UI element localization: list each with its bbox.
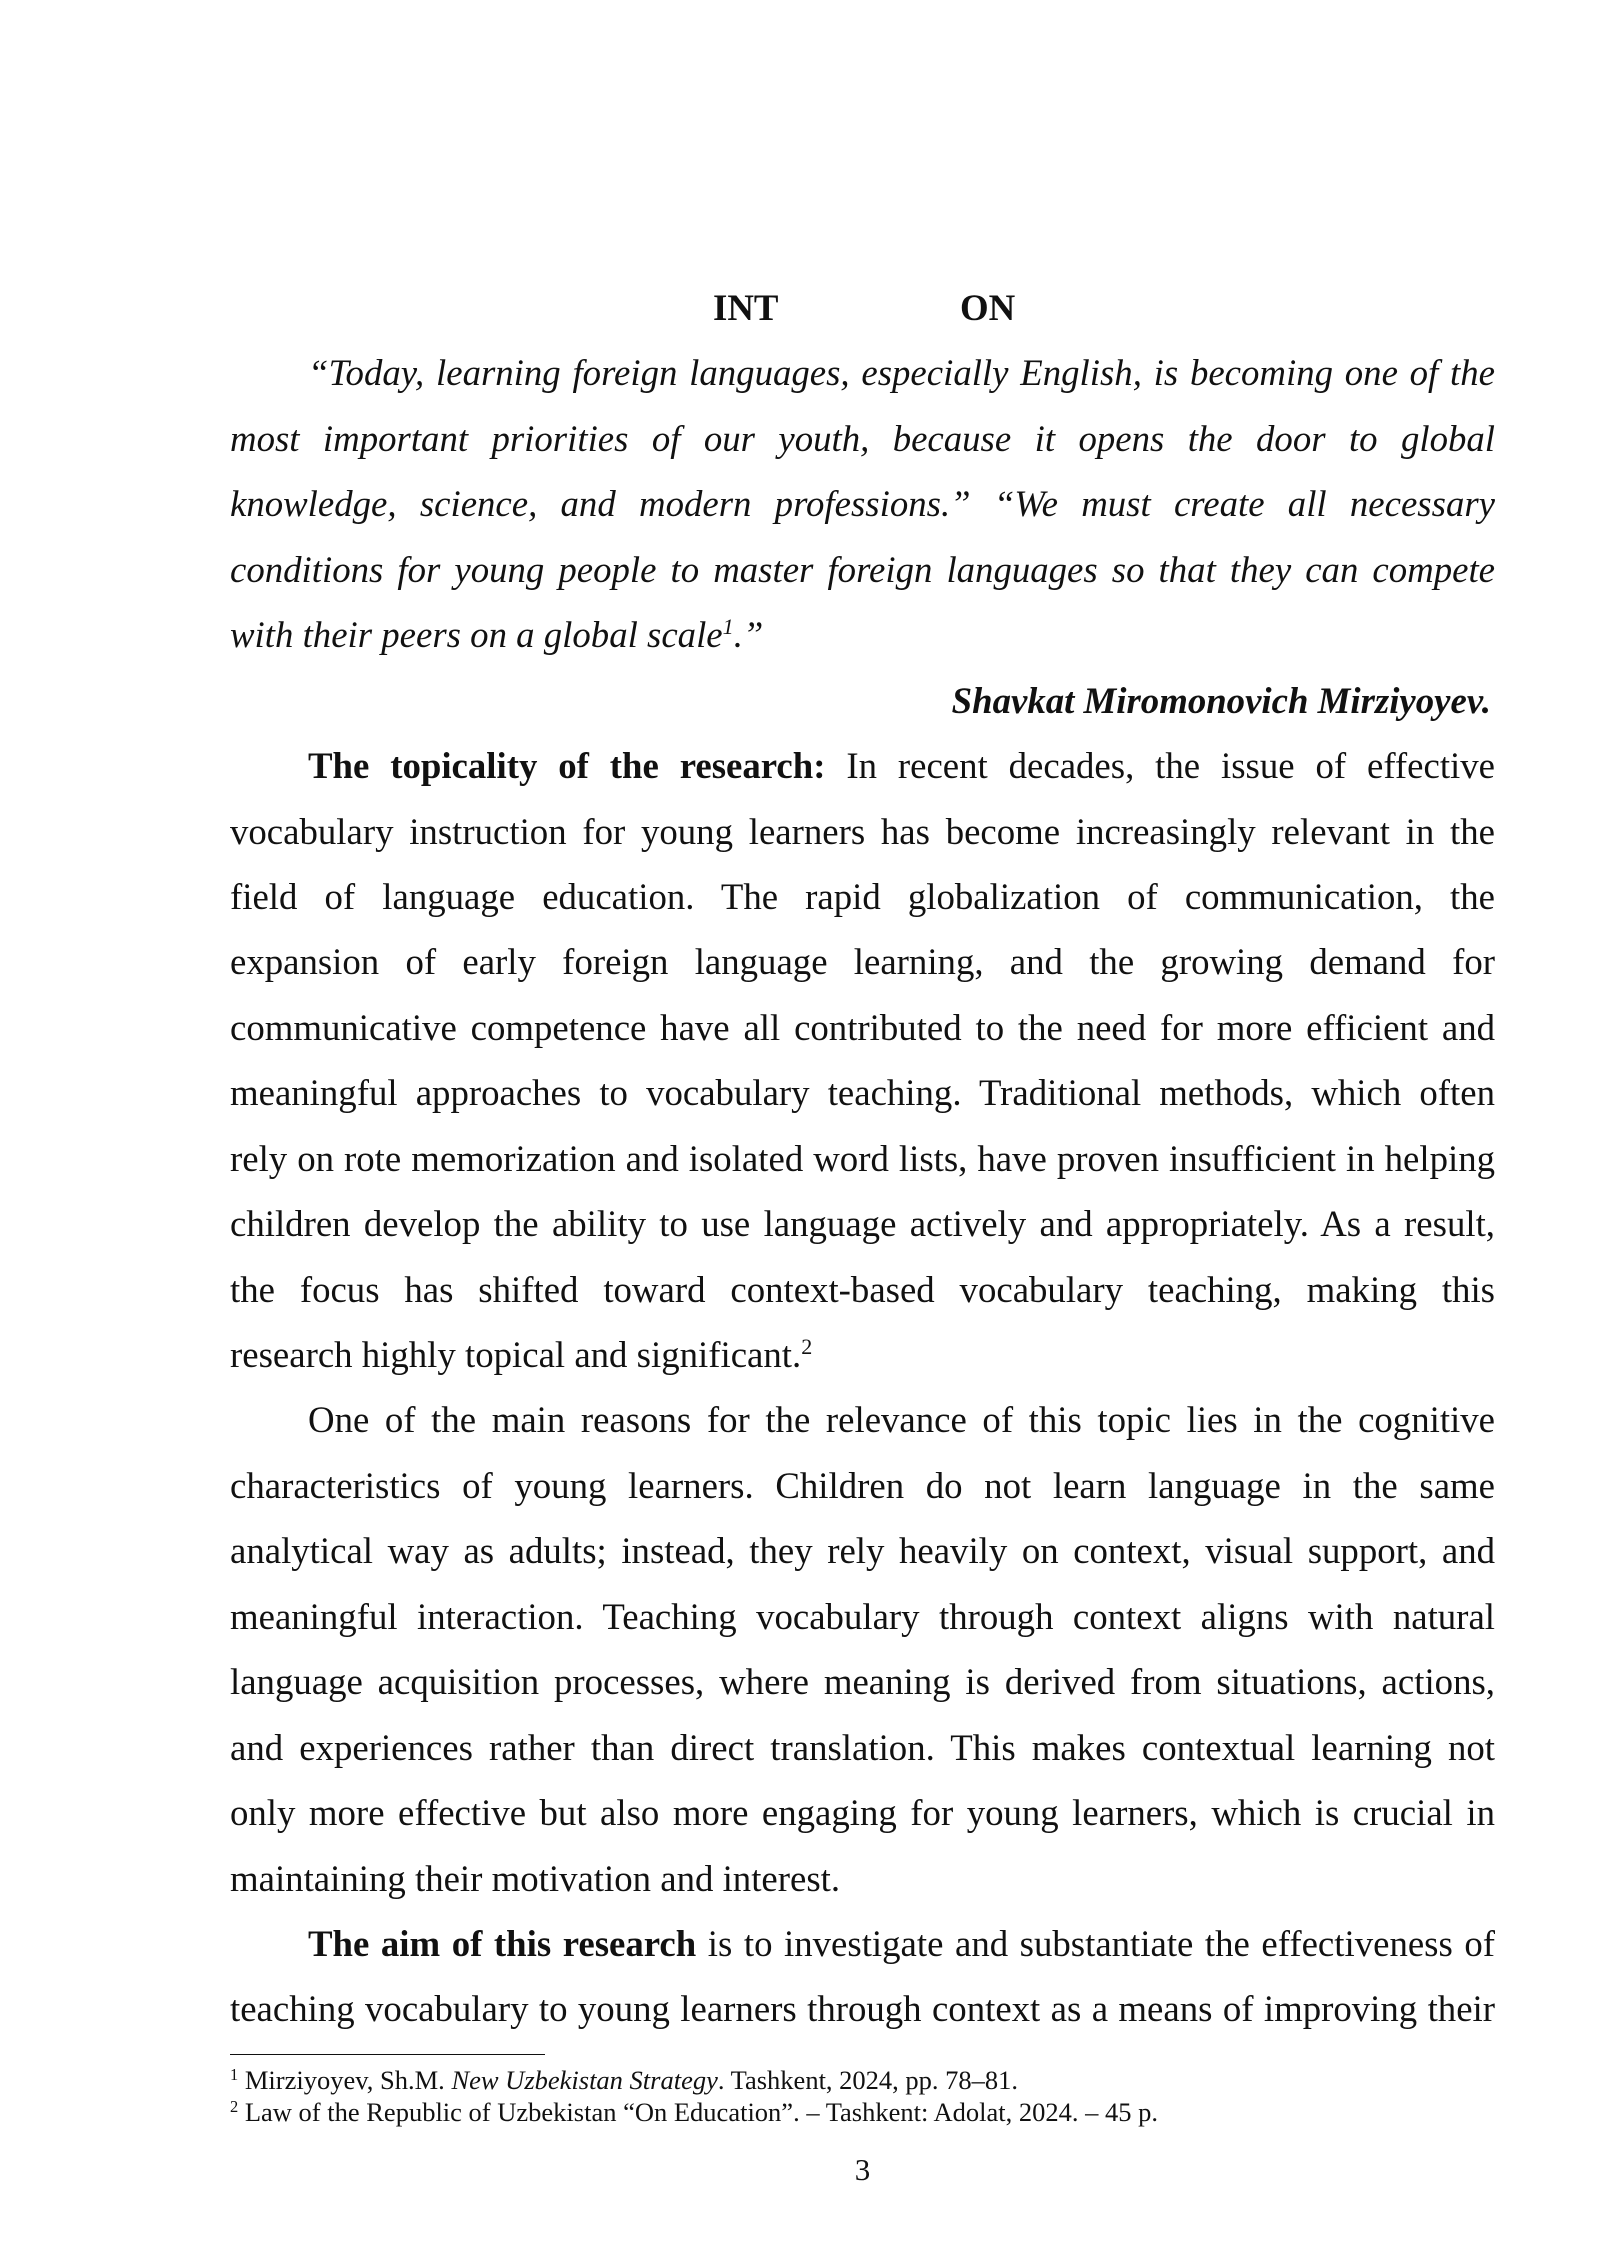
epigraph-author: Shavkat Miromonovich Mirziyoyev.: [951, 679, 1491, 721]
paragraph-line: field of language education. The rapid globalization of communication, the: [230, 875, 1495, 917]
paragraph-line: rely on rote memorization and isolated word lists, have proven insufficient in helping: [230, 1137, 1495, 1179]
epigraph-line: most important priorities of our youth, because it opens the door to global: [230, 417, 1495, 459]
epigraph-text: with their peers on a global scale: [230, 614, 723, 656]
page-heading: [230, 275, 1495, 340]
paragraph-line: One of the main reasons for the relevance of this topic lies in the cognitive: [308, 1399, 1495, 1441]
page-number: 3: [854, 2152, 871, 2187]
paragraph-line: meaningful approaches to vocabulary teaching. Traditional methods, which often: [230, 1072, 1495, 1114]
aim-label: The aim of this research: [308, 1922, 697, 1964]
footnote-title: New Uzbekistan Strategy: [451, 2065, 718, 2095]
epigraph-line: [230, 602, 1495, 667]
paragraph-line: expansion of early foreign language learning, and the growing demand for: [230, 941, 1495, 983]
paragraph-line: vocabulary instruction for young learners has become increasingly relevant in the: [230, 810, 1495, 852]
footnotes: [230, 2064, 1495, 2128]
paragraph-line: characteristics of young learners. Children do not learn language in the same: [230, 1464, 1495, 1506]
paragraph-text: In recent decades, the issue of effective: [825, 745, 1495, 787]
epigraph-closing: .”: [733, 614, 764, 656]
epigraph-line: “Today, learning foreign languages, especially English, is becoming one of the: [308, 352, 1495, 394]
paragraph-line: [230, 1911, 1495, 1976]
paragraph-line: children develop the ability to use language actively and appropriately. As a result,: [230, 1203, 1495, 1245]
paragraph-line: [230, 733, 1495, 798]
paragraph-line: meaningful interaction. Teaching vocabulary through context aligns with natural: [230, 1595, 1495, 1637]
footnote: [230, 2096, 1495, 2128]
footnote-text: Law of the Republic of Uzbekistan “On Education”. – Tashkent: Adolat, 2024. – 45 p.: [244, 2097, 1159, 2127]
epigraph-line: knowledge, science, and modern professions.” “We must create all necessary: [230, 483, 1495, 525]
paragraph-text: is to investigate and substantiate the effectiveness of: [696, 1922, 1496, 1964]
footnote: [230, 2064, 1495, 2096]
footnote-number: 1: [230, 2064, 239, 2084]
paragraph-line: maintaining their motivation and interest.: [230, 1857, 841, 1899]
paragraph-line: teaching vocabulary to young learners through context as a means of improving their: [230, 1988, 1495, 2030]
footnote-number: 2: [230, 2096, 239, 2116]
paragraph-line: language acquisition processes, where meaning is derived from situations, actions,: [230, 1661, 1495, 1703]
topicality-label: The topicality of the research:: [308, 745, 826, 787]
paragraph-line: the focus has shifted toward context-based vocabulary teaching, making this: [230, 1268, 1495, 1310]
paragraph-text: research highly topical and significant.: [230, 1334, 802, 1375]
footnote-ref: 1: [722, 613, 734, 639]
footnote-separator: [230, 2054, 545, 2055]
footnote-ref: 2: [801, 1333, 813, 1359]
epigraph-line: conditions for young people to master foreign languages so that they can compete: [230, 548, 1495, 590]
heading-left-fragment: INT: [713, 287, 779, 328]
body-text: [230, 275, 1495, 2042]
paragraph-line: and experiences rather than direct translation. This makes contextual learning not: [230, 1726, 1495, 1768]
paragraph-line: only more effective but also more engaging for young learners, which is crucial in: [230, 1792, 1495, 1834]
footnote-author: Mirziyoyev, Sh.M.: [244, 2065, 452, 2095]
footnote-details: . Tashkent, 2024, pp. 78–81.: [717, 2065, 1019, 2095]
heading-right-fragment: ON: [960, 287, 1016, 328]
paragraph-line: [230, 1322, 1495, 1387]
paragraph-line: communicative competence have all contributed to the need for more efficient and: [230, 1006, 1495, 1048]
paragraph-line: analytical way as adults; instead, they rely heavily on context, visual support, and: [230, 1530, 1495, 1572]
